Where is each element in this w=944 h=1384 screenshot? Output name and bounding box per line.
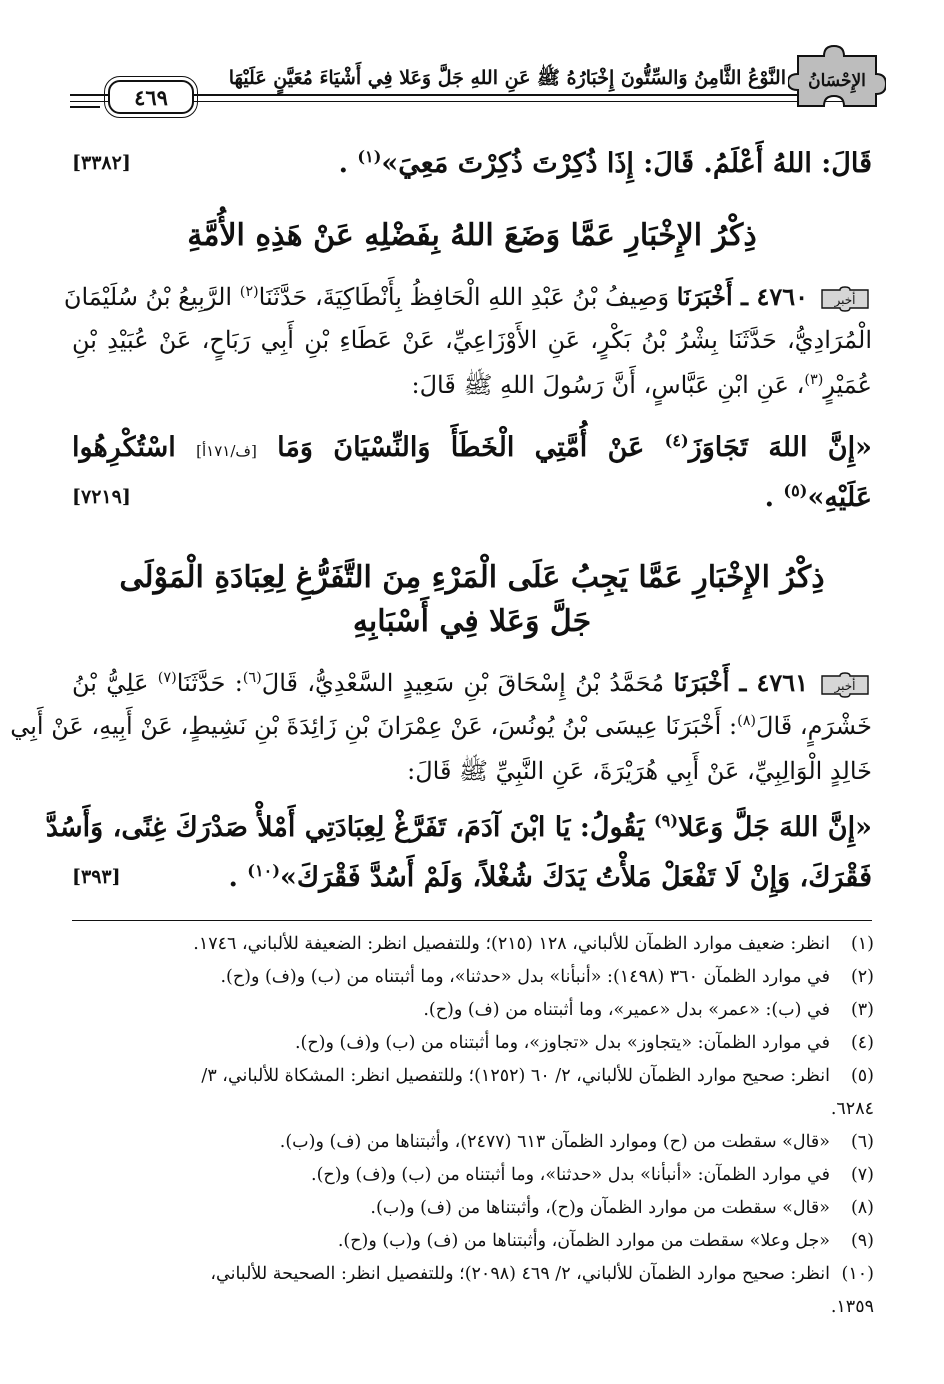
footnote: (٨)«قال» سقطت من موارد الظمآن و(ح)، وأثبتناها من (ف) و(ب). [370,1198,874,1218]
page-number: ٤٦٩ [108,80,194,114]
book-label: الإِحْسَانُ [808,71,866,91]
puzzle-badge-icon [788,44,886,112]
matn-line: «إِنَّ اللهَ تَجَاوَزَ$^{(٤)}$ عَنْ أُمَّتِي الْخَطَأَ وَالنِّسْيَانَ وَمَا [ف/١٧١أ] اسْتُكْرِهُوا [72,431,873,463]
svg-text:أخبر: أخبر [834,292,856,307]
hadith-line: الْمُرَادِيُّ، حَدَّثَنَا بِشْرُ بْنُ بَكْرٍ، عَنِ الأَوْزَاعِيِّ، عَنْ عَطَاءِ بْنِ أَبِي رَبَاحٍ، عَنْ عُبَيْدِ بْنِ [72,326,872,354]
hadith-line: خَشْرَمٍ، قَالَ$^{(٨)}$: أَخْبَرَنَا عِيسَى بْنُ يُونُسَ، عَنْ عِمْرَانَ بْنِ زَائِدَةَ بْنِ نَشِيطٍ، عَنْ أَبِيهِ، عَنْ أَبِي [10,712,872,740]
footnote: (٩)«جل وعلا» سقطت من موارد الظمآن، وأثبتناها من (ف) و(ب) و(ح). [337,1231,874,1251]
reference-number: [٣٩٣] [72,866,121,888]
book-badge [788,44,886,112]
hadith-line: عُمَيْرٍ$^{(٣)}$، عَنِ ابْنِ عَبَّاسٍ، أَنَّ رَسُولَ اللهِ ﷺ قَالَ: [411,371,872,399]
footnote-rule [72,920,872,921]
section-heading: ذِكْرُ الإِخْبَارِ عَمَّا يَجِبُ عَلَى الْمَرْءِ مِنَ التَّفَرُّغِ لِعِبَادَةِ الْمَوْلَى [119,560,825,595]
footnote: (٢)في موارد الظمآن ٣٦٠ (١٤٩٨): «أنبأنا» بدل «حدثنا»، وما أثبتناه من (ب) و(ف) و(ح). [220,967,874,987]
footnote: (٤)في موارد الظمآن: «يتجاوز» بدل «تجاوز»، وما أثبتناه من (ب) و(ف) و(ح). [294,1033,874,1053]
reference-number: [٣٣٨٢] [72,152,131,174]
akhbar-chip-icon [818,286,872,312]
matn-line: فَقْرَكَ، وَإِنْ لَا تَفْعَلْ مَلأْتُ يَدَكَ شُغْلاً، وَلَمْ أَسُدَّ فَقْرَكَ»$^{(١٠)}$ . [228,861,872,893]
page-number-ornament [70,94,100,108]
manuscript-marker: [ف/١٧١أ] [196,442,257,460]
footnote-ref: (١) [357,147,382,166]
section-heading: ذِكْرُ الإِخْبَارِ عَمَّا وَضَعَ اللهُ بِفَضْلِهِ عَنْ هَذِهِ الأُمَّةِ [187,218,757,253]
akhbar-chip-icon [818,672,872,698]
hadith-line: أخبر ٤٧٦١ ـ أَخْبَرَنَا مُحَمَّدُ بْنُ إِسْحَاقَ بْنِ سَعِيدٍ السَّعْدِيُّ، قَالَ$^{(٦)}$: حَدَّثَنَا$^{(٧)}$ عَلِيُّ بْنُ [72,668,872,698]
footnote: (١)انظر: ضعيف موارد الظمآن للألباني، ١٢٨ (٢١٥)؛ وللتفصيل انظر: الضعيفة للألباني، ١٧٤٦. [193,934,874,954]
footnote-continuation: ٦٢٨٤. [830,1099,874,1119]
section-heading: جَلَّ وَعَلا فِي أَسْبَابِهِ [352,604,592,639]
hadith-line: خَالِدٍ الْوَالِبِيِّ، عَنْ أَبِي هُرَيْرَةَ، عَنِ النَّبِيِّ ﷺ قَالَ: [407,757,872,785]
footnote-continuation: ١٣٥٩. [830,1297,874,1317]
hadith-number: ٤٧٦١ ـ أَخْبَرَنَا [673,668,808,697]
svg-text:أخبر: أخبر [834,678,856,693]
footnote: (٣)في (ب): «عمر» بدل «عمير»، وما أثبتناه من (ف) و(ح). [423,1000,874,1020]
reference-number: [٧٢١٩] [72,486,131,508]
footnote: (٥)انظر: صحيح موارد الظمآن للألباني، ٢/ ٦٠ (١٢٥٢)؛ وللتفصيل انظر: المشكاة للألباني، ٣/ [201,1066,874,1086]
footnote: (١٠)انظر: صحيح موارد الظمآن للألباني، ٢/ ٤٦٩ (٢٠٩٨)؛ وللتفصيل انظر: الصحيحة للألباني، [210,1264,874,1284]
footnote: (٦)«قال» سقطت من (ح) وموارد الظمآن ٦١٣ (٢٤٧٧)، وأثبتناها من (ف) و(ب). [279,1132,874,1152]
text-line: قَالَ: اللهُ أَعْلَمُ. قَالَ: إِذَا ذُكِرْتَ ذُكِرْتَ مَعِيَ»$^{(١)}$ . [338,147,872,179]
matn-line: «إِنَّ اللهَ جَلَّ وَعَلا$^{(٩)}$ يَقُولُ: يَا ابْنَ آدَمَ، تَفَرَّغْ لِعِبَادَتِي أَمْلأْ صَدْرَكَ غِنًى، وَأَسُدَّ [45,811,872,843]
matn-line: عَلَيْهِ»$^{(٥)}$ . [764,481,872,513]
footnote: (٧)في موارد الظمآن: «أنبأنا» بدل «حدثنا»، وما أثبتناه من (ب) و(ف) و(ح). [311,1165,874,1185]
hadith-number: ٤٧٦٠ ـ أَخْبَرَنَا [676,282,808,311]
running-title: النَّوْعُ الثَّامِنُ وَالسِّتُّونَ إِخْبَارُهُ ﷺ عَنِ اللهِ جَلَّ وَعَلا فِي أَشْيَاءَ مُعَيَّنٍ عَلَيْهَا [221,66,794,94]
hadith-line: أخبر ٤٧٦٠ ـ أَخْبَرَنَا وَصِيفُ بْنُ عَبْدِ اللهِ الْحَافِظُ بِأَنْطَاكِيَةَ، حَدَّثَنَا$^{(٢)}$ الرَّبِيعُ بْنُ سُلَيْمَانَ [72,282,872,312]
